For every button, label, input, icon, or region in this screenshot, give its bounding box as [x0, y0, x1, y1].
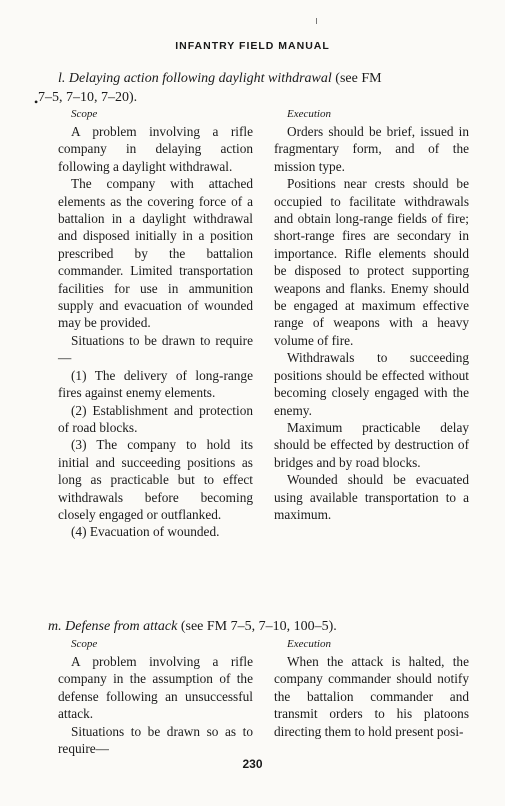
- scope-paragraph: A problem involving a rifle company in delaying action following a daylight withdrawal.: [58, 124, 253, 174]
- section-m-title: [48, 617, 488, 636]
- execution-heading: Execution: [287, 108, 331, 120]
- execution-paragraph: Wounded should be evacuated using available transportation to a maximum.: [274, 472, 469, 522]
- scope-paragraph: A problem involving a rifle company in the assumption of the defense following an unsuccessful attack.: [58, 654, 253, 722]
- section-l-ref: (see FM: [335, 71, 382, 86]
- section-l-execution-column: [274, 106, 469, 523]
- section-l-title: [38, 69, 478, 107]
- execution-heading: Execution: [287, 638, 331, 650]
- margin-dot: •: [34, 95, 39, 109]
- execution-paragraph: Withdrawals to succeeding positions should be effected without becoming closely engaged with the enemy.: [274, 350, 469, 418]
- section-m-letter: m.: [48, 619, 62, 634]
- scope-paragraph: (4) Evacuation of wounded.: [71, 524, 220, 540]
- print-mark: [316, 18, 317, 24]
- execution-paragraph: When the attack is halted, the company commander should notify the battalion commander and transmit orders to his platoons directing them to hold present posi-: [274, 654, 469, 739]
- scope-paragraph: (1) The delivery of long-range fires against enemy elements.: [58, 367, 253, 401]
- scope-paragraph: Situations to be drawn to require—: [58, 332, 253, 366]
- section-m-execution-column: [274, 636, 469, 740]
- execution-paragraph: Orders should be brief, issued in fragmentary form, and of the mission type.: [274, 124, 469, 174]
- scope-paragraph: (2) Establishment and protection of road blocks.: [58, 402, 253, 435]
- execution-paragraph: Positions near crests should be occupied to facilitate withdrawals and obtain long-range fields of fire; short-range fires are secondary in importance. Rifle elements should be disposed to protect supporting weapons and flanks. Enemy should be engaged at maximum effective range of weapons with a heavy volume of fire.: [274, 176, 469, 348]
- scope-paragraph: Situations to be drawn so as to require—: [58, 723, 253, 757]
- scope-paragraph: The company with attached elements as the covering force of a battalion in a daylight withdrawal and disposed initially in a position prescribed by the battalion commander. Limited transportation facilities for use in ammunition supply and evacuation of wounded may be provided.: [58, 176, 253, 331]
- section-l-ref-cont: 7–5, 7–10, 7–20).: [38, 90, 138, 105]
- scope-paragraph: (3) The company to hold its initial and succeeding positions as long as practicable but to effect withdrawals before becoming closely engaged or outflanked.: [58, 437, 253, 522]
- section-l-letter: l.: [58, 71, 66, 86]
- running-head: INFANTRY FIELD MANUAL: [175, 40, 330, 52]
- execution-paragraph: Maximum practicable delay should be effected by destruction of bridges and by road blocks.: [274, 419, 469, 470]
- section-m-heading: Defense from attack: [65, 619, 178, 634]
- section-l-heading: Delaying action following daylight withdrawal: [68, 71, 332, 86]
- scope-heading: Scope: [71, 108, 98, 120]
- section-m-scope-column: [58, 636, 253, 757]
- section-m-ref: (see FM 7–5, 7–10, 100–5).: [180, 619, 337, 634]
- scope-heading: Scope: [71, 638, 98, 650]
- section-l-scope-column: [58, 106, 253, 541]
- page-number: 230: [242, 757, 263, 771]
